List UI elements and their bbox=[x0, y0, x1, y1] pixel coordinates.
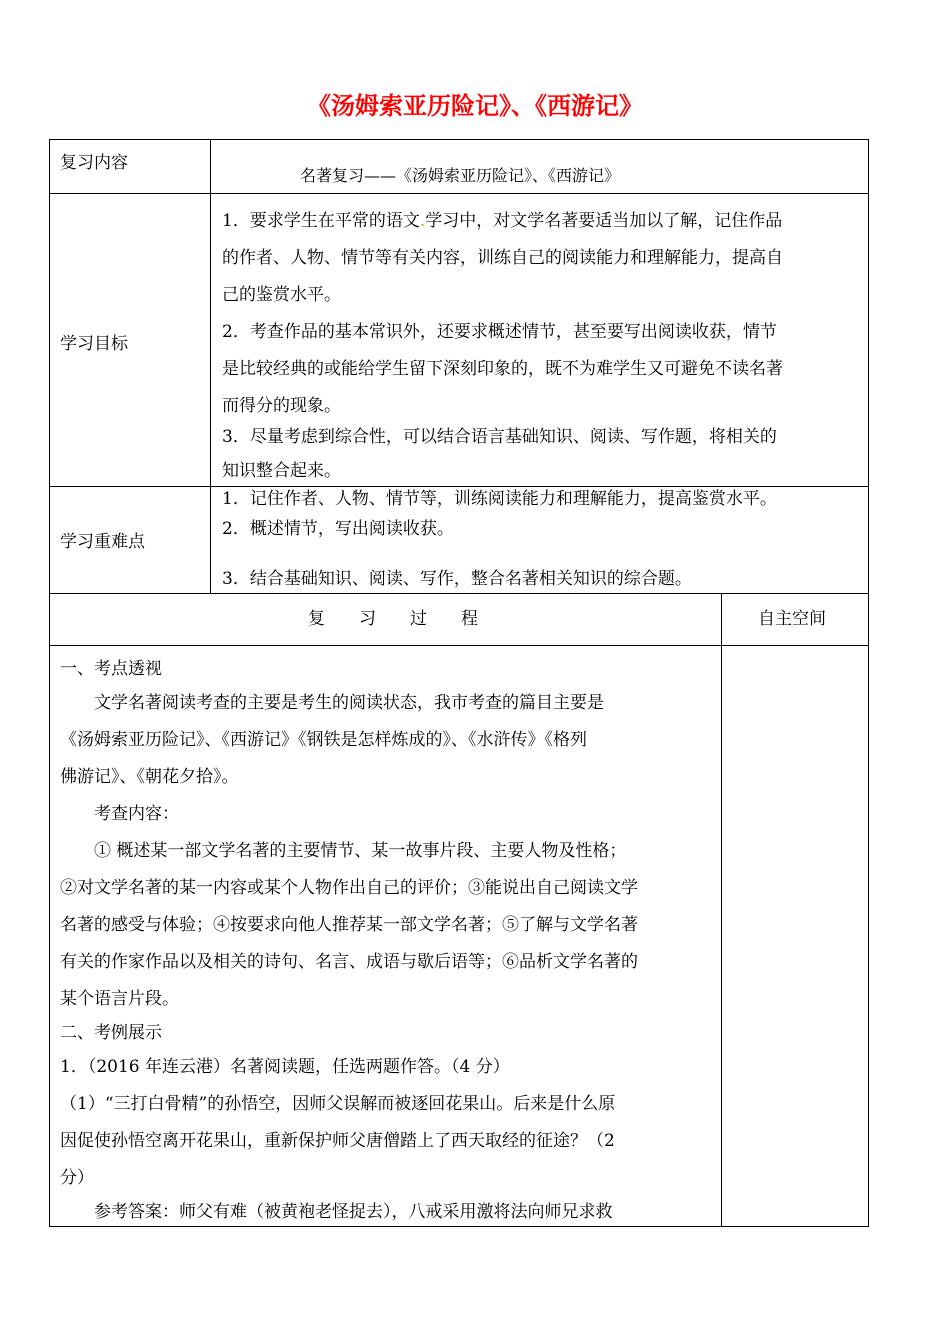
table-border-right bbox=[868, 139, 869, 1227]
review-content-value: 名著复习——《汤姆索亚历险记》、《西游记》 bbox=[300, 166, 621, 185]
body-line-12: 1．（2016 年连云港）名著阅读题，任选两题作答。（4 分） bbox=[60, 1057, 510, 1077]
highlight-dot: . bbox=[419, 211, 426, 231]
side-column-divider bbox=[721, 593, 722, 1227]
body-line-16: 参考答案：师父有难（被黄袍老怪捉去），八戒采用激将法向师兄求救 bbox=[60, 1202, 613, 1222]
goal-1-line-1: 1．要求学生在平常的语文.学习中，对文学名著要适当加以了解，记住作品 bbox=[222, 211, 783, 231]
table-border-top bbox=[49, 139, 869, 140]
goal-1-line-2: 的作者、人物、情节等有关内容，训练自己的阅读能力和理解能力，提高自 bbox=[222, 248, 783, 268]
row-label-review-content: 复习内容 bbox=[60, 153, 128, 173]
body-line-11: 二、考例展示 bbox=[60, 1023, 162, 1043]
table-border-row1 bbox=[49, 193, 869, 194]
body-line-9: 有关的作家作品以及相关的诗句、名言、成语与歇后语等；⑥品析文学名著的 bbox=[60, 952, 638, 972]
goal-2-line-1: 2．考查作品的基本常识外，还要求概述情节，甚至要写出阅读收获，情节 bbox=[222, 322, 777, 342]
goal-2-line-2: 是比较经典的或能给学生留下深刻印象的，既不为难学生又可避免不读名著 bbox=[222, 359, 783, 379]
body-line-7: ②对文学名著的某一内容或某个人物作出自己的评价；③能说出自己阅读文学 bbox=[60, 878, 638, 898]
body-line-5: 考查内容： bbox=[60, 804, 179, 824]
process-header: 复 习 过 程 bbox=[308, 609, 478, 629]
body-line-15: 分） bbox=[60, 1168, 94, 1188]
body-line-2: 文学名著阅读考查的主要是考生的阅读状态，我市考查的篇目主要是 bbox=[60, 693, 604, 713]
difficulty-item-3: 3．结合基础知识、阅读、写作，整合名著相关知识的综合题。 bbox=[222, 569, 692, 589]
body-line-10: 某个语言片段。 bbox=[60, 989, 179, 1009]
difficulty-item-1: 1．记住作者、人物、情节等，训练阅读能力和理解能力，提高鉴赏水平。 bbox=[222, 489, 777, 509]
difficulty-item-2: 2．概述情节，写出阅读收获。 bbox=[222, 519, 454, 539]
body-line-3: 《汤姆索亚历险记》、《西游记》《钢铁是怎样炼成的》、《水浒传》《格列 bbox=[60, 730, 587, 750]
body-line-4: 佛游记》、《朝花夕拾》。 bbox=[60, 767, 239, 787]
document-title: 《汤姆索亚历险记》、《西游记》 bbox=[307, 91, 643, 120]
label-column-divider bbox=[210, 139, 211, 594]
row-label-key-difficulties: 学习重难点 bbox=[60, 532, 145, 552]
goal-3-line-2: 知识整合起来。 bbox=[222, 461, 341, 481]
side-space-header: 自主空间 bbox=[758, 609, 826, 629]
body-line-1: 一、考点透视 bbox=[60, 659, 162, 679]
table-border-row4 bbox=[49, 645, 869, 646]
body-line-6: ① 概述某一部文学名著的主要情节、某一故事片段、主要人物及性格； bbox=[60, 841, 627, 861]
row-label-learning-goals: 学习目标 bbox=[60, 334, 128, 354]
goal-1-line-3: 己的鉴赏水平。 bbox=[222, 285, 341, 305]
body-line-13: （1）“三打白骨精”的孙悟空，因师父误解而被逐回花果山。后来是什么原 bbox=[60, 1094, 616, 1114]
body-line-14: 因促使孙悟空离开花果山，重新保护师父唐僧踏上了西天取经的征途？（2 bbox=[60, 1131, 615, 1151]
goal-2-line-3: 而得分的现象。 bbox=[222, 396, 341, 416]
body-line-8: 名著的感受与体验；④按要求向他人推荐某一部文学名著；⑤了解与文学名著 bbox=[60, 915, 638, 935]
goal-3-line-1: 3．尽量考虑到综合性，可以结合语言基础知识、阅读、写作题，将相关的 bbox=[222, 427, 777, 447]
table-border-left bbox=[49, 139, 50, 1227]
